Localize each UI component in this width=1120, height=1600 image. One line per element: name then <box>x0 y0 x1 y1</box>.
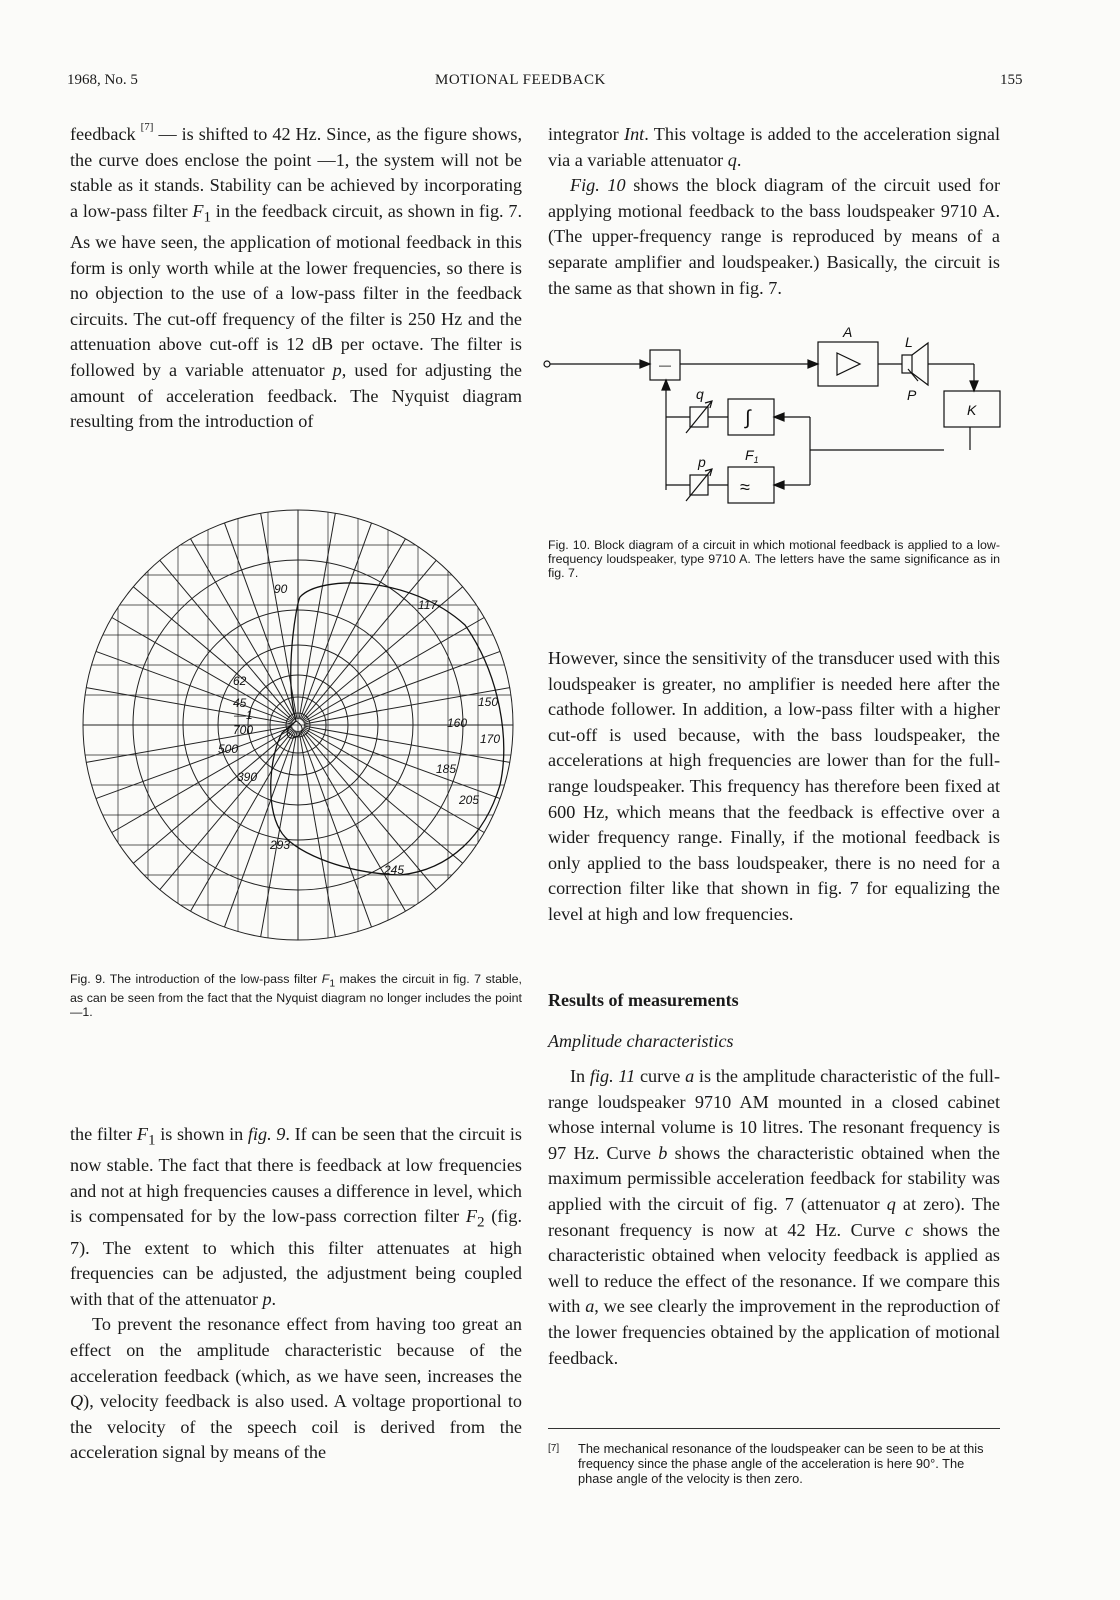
svg-text:F1: $F_1$ <box>745 447 759 465</box>
polar-spoke <box>300 523 371 719</box>
svg-text:—: — <box>659 358 671 372</box>
svg-text:45: 45 <box>233 696 247 710</box>
page-number: 155 <box>1000 72 1023 88</box>
svg-text:L: L <box>905 334 913 350</box>
lowpass-filter-block <box>728 467 774 503</box>
polar-spoke <box>224 523 295 719</box>
pickup-P <box>908 369 918 381</box>
svg-text:160: 160 <box>447 716 468 730</box>
svg-text:—1: —1 <box>234 708 253 722</box>
subsection-heading: Amplitude characteristics <box>548 1031 734 1051</box>
svg-text:700: 700 <box>233 723 254 737</box>
svg-text:170: 170 <box>480 732 501 746</box>
left-column-bottom-text: the filter $F_1$ is shown in fig. 9. If can be seen that the circuit is now stable. The fact that there is feedback at low frequencies and not at high frequencies causes a difference in level, which is compensated for by the low-pass correction filter $F_2$ (fig. 7). The extent to which this filter attenuates at high frequencies can be adjusted, the adjustment being coupled with that of the attenuator p. To prevent the resonance effect from having too great an effect on the amplitude characteristic because of the acceleration feedback (which, as we have seen, increases the Q), velocity feedback is also used. A voltage proportional to the velocity of the speech coil is derived from the acceleration signal by means of the <box>70 1124 522 1463</box>
reference-mark: [7] <box>140 121 154 133</box>
polar-spoke <box>304 726 510 762</box>
svg-text:245: 245 <box>384 863 405 877</box>
integrator-block <box>728 399 774 435</box>
polar-spoke <box>303 587 463 721</box>
right-column-top-text: integrator Int. This voltage is added to the acceleration signal via a variable attenuator q. Fig. 10 shows the block diagram of the circuit used for applying motional feedback to the bass loudspeaker 9710 A. (The upper-frequency range is reproduced by means of a separate amplifier and loudspeaker.) Basically, the circuit is the same as that shown in fig. 7. <box>548 124 1000 298</box>
svg-text:500: 500 <box>218 742 239 756</box>
polar-spoke <box>86 726 292 762</box>
polar-spoke <box>96 651 292 722</box>
polar-spoke <box>304 651 500 722</box>
nyquist-diagram <box>70 505 530 965</box>
frequency-labels <box>218 582 500 877</box>
fig10-caption: Fig. 10. Block diagram of a circuit in which motional feedback is applied to a low-frequency loudspeaker, type 9710 A. The letters have the same significance as in fig. 7. <box>548 538 1000 580</box>
loudspeaker-magnet <box>902 355 912 373</box>
svg-text:P: P <box>907 387 917 403</box>
section-heading: Results of measurements <box>548 990 739 1010</box>
left-column-top-text: feedback [7] — is shifted to 42 Hz. Since, as the figure shows, the curve does enclose the point —1, the system will not be stable as it stands. Stability can be achieved by incorporating a low-pass filter $F_1$ in the feedback circuit, as shown in fig. 7. As we have seen, the application of motional feedback in this form is only worth while at the lower frequencies, so there is no objection to the use of a low-pass filter in the feedback circuits. The cut-off frequency of the filter is 250 Hz and the attenuation above cut-off is 12 dB per octave. The filter is followed by a variable attenuator p, used for adjusting the amount of acceleration feedback. The Nyquist diagram resulting from the introduction of <box>70 121 522 432</box>
svg-text:90: 90 <box>274 582 288 596</box>
footnote-rule <box>548 1428 1000 1429</box>
svg-text:185: 185 <box>436 762 457 776</box>
svg-text:390: 390 <box>237 770 258 784</box>
svg-text:A: A <box>843 325 853 340</box>
polar-spoke <box>299 513 335 719</box>
polar-spoke <box>304 727 500 798</box>
polar-spoke <box>133 587 293 721</box>
right-column-mid-text: However, since the sensitivity of the transducer used with this loudspeaker is greater, no amplifier is needed here after the cathode follower. In addition, a low-pass filter with a higher cut-off is used because, with the bass loudspeaker, the accelerations at high frequencies are lower than for the full-range loudspeaker. This frequency has therefore been fixed at 600 Hz, which means that the feedback is effective over a wider frequency range. Finally, if the motional feedback is only applied to the bass loudspeaker, there is no need for a correction filter like that shown in fig. 7 for equalizing the level at high and low frequencies. <box>548 648 1000 924</box>
footnote-text: The mechanical resonance of the loudspeaker can be seen to be at this frequency since the phase angle of the acceleration is here 90°. The phase angle of the velocity is then zero. <box>578 1441 984 1486</box>
polar-spoke <box>224 731 295 927</box>
right-column-bottom-text: In fig. 11 curve a is the amplitude characteristic of the full-range loudspeaker 9710 AM mounted in a closed cabinet whose internal volume is 10 litres. The resonant frequency is 97 Hz. Curve b shows the characteristic obtained when the maximum permissible acceleration feedback for stability was applied with the circuit of fig. 7 (attenuator q at zero). The resonant frequency is now at 42 Hz. Curve c shows the characteristic obtained when velocity feedback is applied as well to reduce the effect of the resonance. If we compare this with a, we see clearly the improvement in the reproduction of the lower frequencies obtained by the application of motional feedback. <box>548 1066 1001 1368</box>
svg-text:q: q <box>696 386 704 402</box>
svg-text:62: 62 <box>233 674 247 688</box>
amplifier-block <box>818 342 878 386</box>
amplifier-icon <box>837 353 860 375</box>
polar-spoke <box>302 730 436 890</box>
svg-text:≈: ≈ <box>740 477 750 497</box>
input-terminal <box>544 361 550 367</box>
svg-text:205: 205 <box>459 793 480 807</box>
polar-spoke <box>86 688 292 724</box>
polar-spoke <box>96 727 292 798</box>
header-left: 1968, No. 5 <box>67 72 138 88</box>
footnote <box>548 1441 1000 1486</box>
svg-text:117: 117 <box>418 598 438 612</box>
polar-spoke <box>303 729 463 863</box>
svg-text:150: 150 <box>478 695 499 709</box>
svg-text:p: p <box>698 454 706 470</box>
svg-text:293: 293 <box>270 838 291 852</box>
header-title: MOTIONAL FEEDBACK <box>435 72 606 88</box>
footnote-mark: [7] <box>548 1443 560 1454</box>
fig9-caption: Fig. 9. The introduction of the low-pass filter $F_1$ makes the circuit in fig. 7 stable, as can be seen from the fact that the Nyquist diagram no longer includes the point —1. <box>70 972 522 1020</box>
svg-text:∫: ∫ <box>745 407 751 429</box>
polar-spoke <box>261 731 297 937</box>
svg-text:K: K <box>967 402 977 418</box>
polar-spoke <box>299 731 335 937</box>
loudspeaker-icon <box>912 343 928 385</box>
polar-spoke <box>300 731 371 927</box>
block-diagram <box>540 325 1020 525</box>
